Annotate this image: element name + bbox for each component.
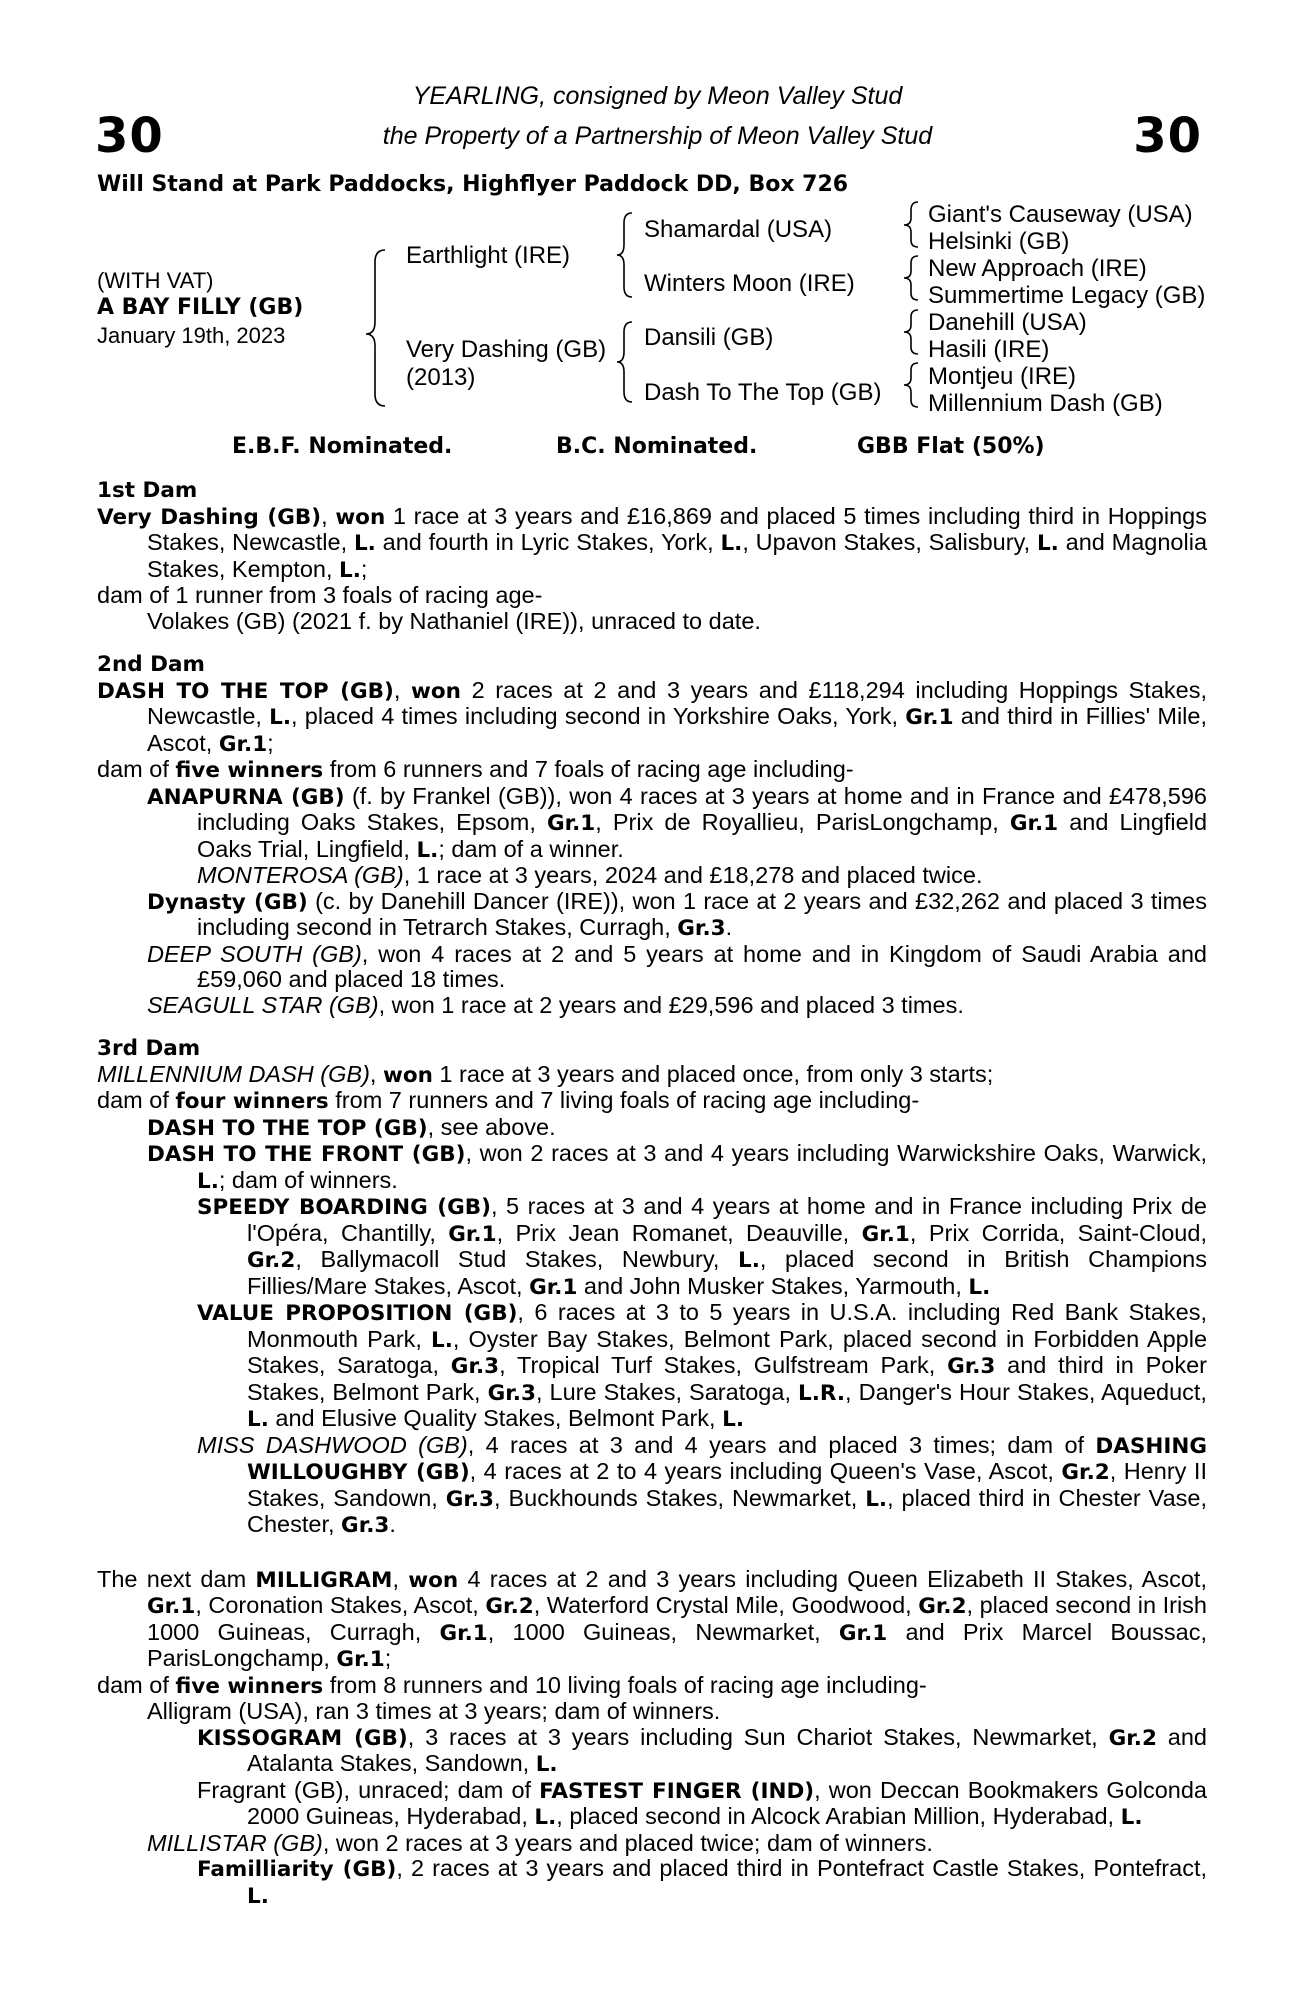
dam1-produce: dam of 1 runner from 3 foals of racing age- [97, 582, 543, 608]
dam3-record: MILLENNIUM DASH (GB), won 1 race at 3 years and placed once, from only 3 starts; [97, 1060, 994, 1088]
owner-line: the Property of a Partnership of Meon Valley Stud [382, 122, 933, 150]
dam2-produce: dam of five winners from 6 runners and 7 foals of racing age including- [97, 756, 854, 783]
section-1st-dam [97, 478, 1207, 634]
dam-sire: Dansili (GB) [644, 324, 774, 351]
catalogue-body [97, 478, 1207, 1909]
dam3-produce: dam of four winners from 7 runners and 7 living foals of racing age including- [97, 1087, 920, 1114]
dam1-record: Very Dashing (GB), won 1 race at 3 years and £16,869 and placed 5 times including third in Hoppings Stakes, Newcastle, L. and fourth in Lyric Stakes, York, L., Upavon Stakes, Salisbury, L. and Magnolia Stakes, Kempton, L.; [97, 502, 1208, 583]
dam3-foal: DASH TO THE TOP (GB), see above. [147, 1113, 556, 1141]
section-2nd-dam [97, 652, 1207, 1018]
dam3-grandfoal: VALUE PROPOSITION (GB), 6 races at 3 to 5 years in U.S.A. including Red Bank Stakes, Monmouth Park, L., Oyster Bay Stakes, Belmont Park, placed second in Forbidden Apple Stakes, Saratoga, Gr.3, Tropical Turf Stakes, Gulfstream Park, Gr.3 and third in Poker Stakes, Belmont Park, Gr.3, Lure Stakes, Saratoga, L.R., Danger's Hour Stakes, Aqueduct, L. and Elusive Quality Stakes, Belmont Park, L. [197, 1299, 1208, 1432]
sire-sire: Shamardal (USA) [644, 216, 833, 243]
next-dam-grandfoal: KISSOGRAM (GB), 3 races at 3 years including Sun Chariot Stakes, Newmarket, Gr.2 and Atalanta Stakes, Sandown, L. [197, 1723, 1207, 1777]
section-title: 1st Dam [97, 478, 198, 503]
dam2-foal: ANAPURNA (GB) (f. by Frankel (GB)), won 4 races at 3 years at home and in France and £478,596 including Oaks Stakes, Epsom, Gr.1, Prix de Royallieu, ParisLongchamp, Gr.1 and Lingfield Oaks Trial, Lingfield, L.; dam of a winner. [147, 782, 1208, 863]
stand-location: Will Stand at Park Paddocks, Highflyer Paddock DD, Box 726 [97, 172, 849, 197]
gbb-flat: GBB Flat (50%) [857, 434, 1045, 459]
consignor-line: YEARLING, consigned by Meon Valley Stud [412, 82, 903, 110]
dam1-foal: Volakes (GB) (2021 f. by Nathaniel (IRE)), unraced to date. [147, 607, 761, 634]
lot-number-right: 30 [1133, 108, 1202, 164]
gg-sire-1: Giant's Causeway (USA) [928, 201, 1193, 228]
ebf-nomination: E.B.F. Nominated. [232, 434, 453, 459]
dam3-foal: DASH TO THE FRONT (GB), won 2 races at 3 and 4 years including Warwickshire Oaks, Warwick, L.; dam of winners. [147, 1140, 1208, 1194]
gg-dam-1: Helsinki (GB) [928, 228, 1070, 255]
dam-dam: Dash To The Top (GB) [644, 379, 882, 406]
dam3-grandfoal: SPEEDY BOARDING (GB), 5 races at 3 and 4 years at home and in France including Prix de l'Opéra, Chantilly, Gr.1, Prix Jean Romanet, Deauville, Gr.1, Prix Corrida, Saint-Cloud, Gr.2, Ballymacoll Stud Stakes, Newbury, L., placed second in British Champions Fillies/Mare Stakes, Ascot, Gr.1 and John Musker Stakes, Yarmouth, L. [197, 1193, 1207, 1300]
next-dam-grandfoal: Fragrant (GB), unraced; dam of FASTEST FINGER (IND), won Deccan Bookmakers Golconda 2000 Guineas, Hyderabad, L., placed second in Alcock Arabian Million, Hyderabad, L. [197, 1776, 1207, 1830]
dam: Very Dashing (GB) [406, 336, 607, 363]
gg-dam-4: Millennium Dash (GB) [928, 390, 1163, 417]
date-of-birth: January 19th, 2023 [97, 323, 286, 348]
dam2-foal: MONTEROSA (GB), 1 race at 3 years, 2024 and £18,278 and placed twice. [197, 862, 983, 888]
dam-year: (2013) [406, 364, 476, 391]
bc-nomination: B.C. Nominated. [556, 434, 758, 459]
sire: Earthlight (IRE) [406, 242, 571, 269]
lot-name: A BAY FILLY (GB) [97, 295, 304, 320]
section-title: 3rd Dam [97, 1036, 201, 1061]
sire-dam: Winters Moon (IRE) [644, 270, 855, 297]
section-3rd-dam [97, 1036, 1207, 1539]
section-next-dam [97, 1567, 1207, 1910]
gg-sire-2: New Approach (IRE) [928, 255, 1147, 282]
dam2-foal: SEAGULL STAR (GB), won 1 race at 2 years and £29,596 and placed 3 times. [147, 991, 964, 1018]
next-dam-record: The next dam MILLIGRAM, won 4 races at 2 and 3 years including Queen Elizabeth II Stakes, Ascot, Gr.1, Coronation Stakes, Ascot, Gr.2, Waterford Crystal Mile, Goodwood, Gr.2, placed second in Irish 1000 Guineas, Curragh, Gr.1, 1000 Guineas, Newmarket, Gr.1 and Prix Marcel Boussac, ParisLongchamp, Gr.1; [97, 1565, 1207, 1672]
dam2-foal: Dynasty (GB) (c. by Danehill Dancer (IRE)), won 1 race at 2 years and £32,262 and placed 3 times including second in Tetrarch Stakes, Curragh, Gr.3. [147, 887, 1207, 941]
gg-sire-4: Montjeu (IRE) [928, 363, 1077, 390]
next-dam-produce: dam of five winners from 8 runners and 10 living foals of racing age including- [97, 1671, 927, 1699]
dam2-record: DASH TO THE TOP (GB), won 2 races at 2 and 3 years and £118,294 including Hoppings Stakes, Newcastle, L., placed 4 times including second in Yorkshire Oaks, York, Gr.1 and third in Fillies' Mile, Ascot, Gr.1; [97, 676, 1208, 757]
vat-note: (WITH VAT) [97, 268, 214, 293]
gg-dam-2: Summertime Legacy (GB) [928, 282, 1206, 309]
gg-dam-3: Hasili (IRE) [928, 336, 1050, 363]
dam2-foal: DEEP SOUTH (GB), won 4 races at 2 and 5 years at home and in Kingdom of Saudi Arabia and £59,060 and placed 18 times. [147, 940, 1207, 992]
next-dam-foal: MILLISTAR (GB), won 2 races at 3 years and placed twice; dam of winners. [147, 1829, 933, 1856]
section-title: 2nd Dam [97, 652, 205, 677]
next-dam-foal: Alligram (USA), ran 3 times at 3 years; dam of winners. [147, 1698, 721, 1724]
dam3-grandfoal: MISS DASHWOOD (GB), 4 races at 3 and 4 years and placed 3 times; dam of DASHING WILLOUGHBY (GB), 4 races at 2 to 4 years including Queen's Vase, Ascot, Gr.2, Henry II Stakes, Sandown, Gr.3, Buckhounds Stakes, Newmarket, L., placed third in Chester Vase, Chester, Gr.3. [197, 1431, 1208, 1538]
next-dam-grandfoal: Familliarity (GB), 2 races at 3 years and placed third in Pontefract Castle Stakes, Pontefract, L. [197, 1855, 1208, 1909]
gg-sire-3: Danehill (USA) [928, 309, 1087, 336]
lot-number-left: 30 [95, 108, 164, 164]
